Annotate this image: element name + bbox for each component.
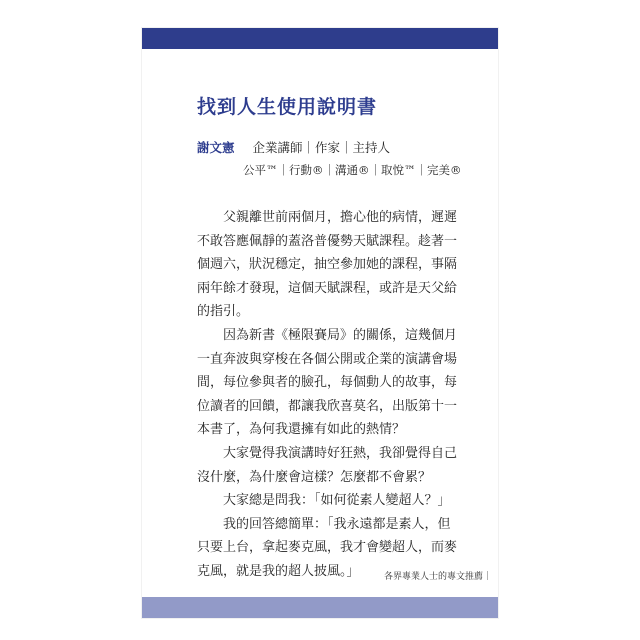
author-name: 謝文憲 — [197, 140, 235, 155]
paragraph: 我的回答總簡單：「我永遠都是素人，但只要上台，拿起麥克風，我才會變超人，而麥克風，就是我的超人披風。」 — [197, 516, 458, 579]
article-body — [197, 206, 459, 584]
author-strengths: 公平™｜行動®｜溝通®｜取悅™｜完美® — [243, 163, 462, 177]
bottom-color-bar — [142, 597, 498, 618]
top-color-bar — [142, 28, 498, 49]
paragraph: 因為新書《極限賽局》的關係，這幾個月一直奔波與穿梭在各個公開或企業的演講會場間，每位參與者的臉孔，每個動人的故事，每位讀者的回饋，都讓我欣喜莫名，出版第十一本書了，為何我還擁有如此的熱情？ — [197, 327, 458, 438]
paragraph: 父親離世前兩個月，擔心他的病情，遲遲不敢答應佩靜的蓋洛普優勢天賦課程。趁著一個週六，狀況穩定，抽空參加她的課程，事隔兩年餘才發現，這個天賦課程，或許是天父給的指引。 — [197, 210, 458, 320]
page-title: 找到人生使用說明書 — [197, 96, 378, 118]
page-footer: 各界專業人士的專文推薦｜ — [383, 572, 492, 582]
paragraph: 大家總是問我：「如何從素人變超人？」 — [223, 493, 451, 509]
book-page — [142, 28, 498, 618]
author-line — [197, 138, 390, 156]
author-roles: 企業講師｜作家｜主持人 — [252, 140, 391, 155]
paragraph: 大家覺得我演講時好狂熱，我卻覺得自己沒什麼，為什麼會這樣？怎麼都不會累？ — [197, 445, 458, 485]
